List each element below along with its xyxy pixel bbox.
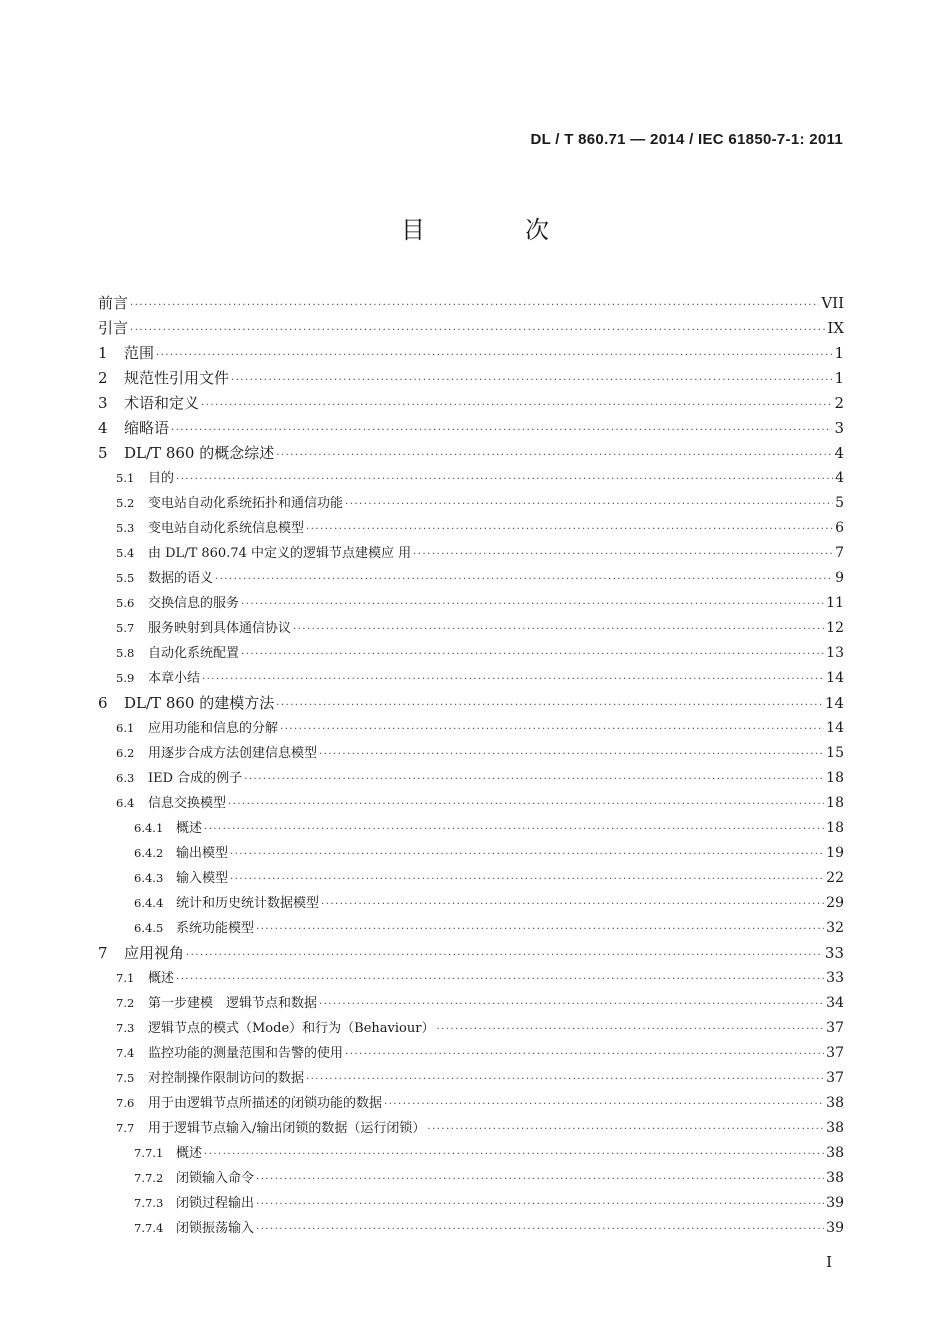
toc-entry-label: 闭锁输入命令 bbox=[176, 1171, 255, 1186]
toc-entry-label: 缩略语 bbox=[124, 419, 170, 437]
toc-entry-number: 6.4.2 bbox=[134, 846, 164, 860]
toc-entry-number: 6.4.3 bbox=[134, 871, 164, 885]
toc-dot-leader bbox=[244, 767, 824, 792]
toc-entry[interactable] bbox=[98, 816, 844, 841]
toc-entry-page: 22 bbox=[826, 870, 844, 886]
toc-entry-label: DL/T 860 的概念综述 bbox=[124, 444, 275, 462]
toc-entry-page: 18 bbox=[826, 795, 844, 811]
toc-entry[interactable] bbox=[98, 866, 844, 891]
toc-entry[interactable] bbox=[98, 541, 844, 566]
toc-entry[interactable] bbox=[98, 741, 844, 766]
toc-entry-number: 6 bbox=[98, 694, 108, 712]
toc-entry[interactable] bbox=[98, 966, 844, 991]
toc-entry-page: 14 bbox=[826, 670, 844, 686]
toc-entry[interactable] bbox=[98, 391, 844, 416]
toc-entry-label: 闭锁振荡输入 bbox=[176, 1221, 255, 1236]
toc-dot-leader bbox=[241, 592, 824, 617]
toc-entry-number: 3 bbox=[98, 394, 108, 412]
toc-entry-page: 9 bbox=[835, 570, 844, 586]
toc-entry[interactable] bbox=[98, 666, 844, 691]
toc-entry-number: 7.7.4 bbox=[134, 1221, 164, 1235]
toc-entry-page: 39 bbox=[826, 1220, 844, 1236]
toc-entry-label: IED 合成的例子 bbox=[148, 771, 243, 786]
toc-entry-number: 7.4 bbox=[116, 1046, 135, 1060]
toc-dot-leader bbox=[230, 842, 824, 867]
toc-dot-leader bbox=[204, 1142, 824, 1167]
toc-entry-number: 6.3 bbox=[116, 771, 135, 785]
document-code-header: DL / T 860.71 — 2014 / IEC 61850-7-1: 2011 bbox=[530, 131, 843, 148]
toc-entry[interactable] bbox=[98, 1016, 844, 1041]
toc-dot-leader bbox=[204, 817, 824, 842]
toc-entry-label: 逻辑节点的模式（Mode）和行为（Behaviour） bbox=[148, 1021, 435, 1036]
toc-entry-label: 概述 bbox=[176, 1146, 203, 1161]
toc-dot-leader bbox=[228, 792, 824, 817]
toc-entry-label: 监控功能的测量范围和告警的使用 bbox=[148, 1046, 344, 1061]
toc-dot-leader bbox=[306, 1067, 824, 1092]
toc-entry[interactable] bbox=[98, 691, 844, 716]
toc-entry[interactable] bbox=[98, 416, 844, 441]
toc-entry[interactable] bbox=[98, 1091, 844, 1116]
toc-dot-leader bbox=[319, 742, 824, 767]
toc-entry-label: 服务映射到具体通信协议 bbox=[148, 621, 292, 636]
toc-dot-leader bbox=[276, 443, 832, 468]
toc-entry-number: 4 bbox=[98, 419, 108, 437]
toc-entry-label: 术语和定义 bbox=[124, 394, 200, 412]
toc-entry-number: 7.7 bbox=[116, 1121, 135, 1135]
toc-entry-page: 4 bbox=[834, 444, 844, 462]
toc-dot-leader bbox=[256, 917, 824, 942]
toc-entry[interactable] bbox=[98, 1191, 844, 1216]
toc-entry[interactable] bbox=[98, 716, 844, 741]
toc-entry-number: 7.3 bbox=[116, 1021, 135, 1035]
toc-entry-label: 概述 bbox=[148, 971, 175, 986]
toc-dot-leader bbox=[276, 693, 823, 718]
toc-dot-leader bbox=[319, 992, 824, 1017]
toc-entry-number: 7.1 bbox=[116, 971, 135, 985]
toc-entry-page: VII bbox=[821, 294, 844, 312]
toc-entry-label: 对控制操作限制访问的数据 bbox=[148, 1071, 305, 1086]
toc-entry-label: 交换信息的服务 bbox=[148, 596, 240, 611]
toc-entry-page: 34 bbox=[826, 995, 844, 1011]
toc-entry[interactable] bbox=[98, 566, 844, 591]
toc-entry-label: 数据的语义 bbox=[148, 571, 214, 586]
toc-entry[interactable] bbox=[98, 491, 844, 516]
toc-entry-page: 37 bbox=[826, 1045, 844, 1061]
toc-entry-label: 用逐步合成方法创建信息模型 bbox=[148, 746, 318, 761]
toc-entry-page: 7 bbox=[835, 545, 844, 561]
toc-entry[interactable] bbox=[98, 916, 844, 941]
toc-entry[interactable] bbox=[98, 1041, 844, 1066]
toc-dot-leader bbox=[306, 517, 833, 542]
toc-entry-label: 本章小结 bbox=[148, 671, 201, 686]
toc-dot-leader bbox=[201, 393, 832, 418]
toc-entry-page: 11 bbox=[826, 595, 844, 611]
toc-entry-number: 5 bbox=[98, 444, 108, 462]
toc-entry-page: 38 bbox=[826, 1145, 844, 1161]
toc-entry-label: 引言 bbox=[98, 319, 129, 337]
toc-entry-label: 自动化系统配置 bbox=[148, 646, 240, 661]
toc-entry-number: 5.1 bbox=[116, 471, 135, 485]
toc-dot-leader bbox=[156, 343, 832, 368]
toc-entry[interactable] bbox=[98, 291, 844, 316]
toc-entry-page: 4 bbox=[835, 470, 844, 486]
toc-dot-leader bbox=[413, 542, 833, 567]
toc-entry-number: 5.3 bbox=[116, 521, 135, 535]
toc-entry[interactable] bbox=[98, 341, 844, 366]
toc-dot-leader bbox=[230, 867, 824, 892]
toc-entry-label: 前言 bbox=[98, 294, 129, 312]
toc-entry[interactable] bbox=[98, 1066, 844, 1091]
toc-entry-number: 5.5 bbox=[116, 571, 135, 585]
toc-entry-page: 6 bbox=[835, 520, 844, 536]
toc-entry-page: 1 bbox=[834, 369, 844, 387]
toc-entry-label: 变电站自动化系统拓扑和通信功能 bbox=[148, 496, 344, 511]
toc-dot-leader bbox=[130, 293, 819, 318]
toc-entry-number: 5.2 bbox=[116, 496, 135, 510]
toc-entry-page: 38 bbox=[826, 1095, 844, 1111]
toc-entry-page: 19 bbox=[826, 845, 844, 861]
toc-dot-leader bbox=[427, 1117, 824, 1142]
toc-entry-page: 37 bbox=[826, 1070, 844, 1086]
toc-entry[interactable] bbox=[98, 791, 844, 816]
toc-entry-page: 38 bbox=[826, 1120, 844, 1136]
toc-entry-label: 目的 bbox=[148, 471, 175, 486]
toc-entry[interactable] bbox=[98, 841, 844, 866]
toc-entry[interactable] bbox=[98, 641, 844, 666]
toc-entry-page: 15 bbox=[826, 745, 844, 761]
toc-entry-label: 规范性引用文件 bbox=[124, 369, 230, 387]
toc-entry[interactable] bbox=[98, 1216, 844, 1241]
toc-entry-number: 7.2 bbox=[116, 996, 135, 1010]
toc-entry-label: 范围 bbox=[124, 344, 155, 362]
toc-entry[interactable] bbox=[98, 891, 844, 916]
toc-entry[interactable] bbox=[98, 766, 844, 791]
toc-entry-number: 6.4.1 bbox=[134, 821, 164, 835]
toc-entry-page: 39 bbox=[826, 1195, 844, 1211]
toc-dot-leader bbox=[280, 717, 824, 742]
toc-entry-number: 6.4 bbox=[116, 796, 135, 810]
toc-entry-page: 32 bbox=[826, 920, 844, 936]
toc-entry[interactable] bbox=[98, 1116, 844, 1141]
toc-entry-label: 统计和历史统计数据模型 bbox=[176, 896, 320, 911]
toc-entry-number: 2 bbox=[98, 369, 108, 387]
toc-entry[interactable] bbox=[98, 591, 844, 616]
toc-entry[interactable] bbox=[98, 466, 844, 491]
toc-entry-label: 信息交换模型 bbox=[148, 796, 227, 811]
toc-entry-number: 7.7.1 bbox=[134, 1146, 164, 1160]
toc-entry[interactable] bbox=[98, 441, 844, 466]
toc-entry-page: 2 bbox=[834, 394, 844, 412]
toc-dot-leader bbox=[293, 617, 824, 642]
toc-entry[interactable] bbox=[98, 316, 844, 341]
toc-entry-number: 6.4.5 bbox=[134, 921, 164, 935]
toc-entry-number: 6.4.4 bbox=[134, 896, 164, 910]
toc-title: 目 次 bbox=[401, 216, 587, 244]
toc-entry-page: 3 bbox=[834, 419, 844, 437]
toc-dot-leader bbox=[256, 1192, 824, 1217]
toc-entry[interactable] bbox=[98, 1166, 844, 1191]
toc-entry-page: 1 bbox=[834, 344, 844, 362]
toc-entry-number: 5.8 bbox=[116, 646, 135, 660]
toc-dot-leader bbox=[436, 1017, 824, 1042]
toc-entry-label: 用于由逻辑节点所描述的闭锁功能的数据 bbox=[148, 1096, 383, 1111]
toc-entry-label: 系统功能模型 bbox=[176, 921, 255, 936]
toc-entry-label: 应用视角 bbox=[124, 944, 185, 962]
toc-entry-label: 变电站自动化系统信息模型 bbox=[148, 521, 305, 536]
toc-dot-leader bbox=[345, 1042, 824, 1067]
toc-dot-leader bbox=[202, 667, 824, 692]
toc-dot-leader bbox=[256, 1217, 824, 1242]
toc-entry-page: IX bbox=[827, 319, 844, 337]
toc-dot-leader bbox=[130, 318, 825, 343]
toc-entry-number: 5.4 bbox=[116, 546, 135, 560]
toc-entry-page: 29 bbox=[826, 895, 844, 911]
toc-entry-number: 7 bbox=[98, 944, 108, 962]
toc-entry-page: 12 bbox=[826, 620, 844, 636]
toc-dot-leader bbox=[321, 892, 824, 917]
toc-entry[interactable] bbox=[98, 1141, 844, 1166]
toc-dot-leader bbox=[176, 967, 824, 992]
toc-entry[interactable] bbox=[98, 991, 844, 1016]
toc-entry-label: 应用功能和信息的分解 bbox=[148, 721, 279, 736]
toc-entry[interactable] bbox=[98, 941, 844, 966]
toc-entry-label: DL/T 860 的建模方法 bbox=[124, 694, 275, 712]
toc-entry-label: 输入模型 bbox=[176, 871, 229, 886]
toc-entry-page: 33 bbox=[824, 944, 844, 962]
toc-entry-page: 18 bbox=[826, 770, 844, 786]
toc-entry-label: 输出模型 bbox=[176, 846, 229, 861]
toc-entry-label: 由 DL/T 860.74 中定义的逻辑节点建模应 用 bbox=[148, 546, 412, 561]
toc-entry-number: 5.6 bbox=[116, 596, 135, 610]
toc-entry-page: 14 bbox=[824, 694, 844, 712]
toc-entry-number: 7.6 bbox=[116, 1096, 135, 1110]
toc-entry-page: 5 bbox=[835, 495, 844, 511]
toc-dot-leader bbox=[171, 418, 832, 443]
toc-entry-number: 7.7.2 bbox=[134, 1171, 164, 1185]
toc-entry-label: 闭锁过程输出 bbox=[176, 1196, 255, 1211]
toc-dot-leader bbox=[215, 567, 833, 592]
toc-entry-label: 第一步建模 逻辑节点和数据 bbox=[148, 996, 318, 1011]
toc-dot-leader bbox=[186, 943, 823, 968]
toc-entry-number: 6.1 bbox=[116, 721, 135, 735]
toc-entry-page: 38 bbox=[826, 1170, 844, 1186]
toc-entry-number: 7.7.3 bbox=[134, 1196, 164, 1210]
toc-entry-page: 13 bbox=[826, 645, 844, 661]
toc-entry-number: 5.7 bbox=[116, 621, 135, 635]
toc-entry-label: 用于逻辑节点输入/输出闭锁的数据（运行闭锁） bbox=[148, 1121, 426, 1136]
toc-entry-page: 14 bbox=[826, 720, 844, 736]
toc-dot-leader bbox=[345, 492, 833, 517]
toc-dot-leader bbox=[241, 642, 824, 667]
toc-dot-leader bbox=[384, 1092, 824, 1117]
toc-entry[interactable] bbox=[98, 616, 844, 641]
toc-entry-number: 7.5 bbox=[116, 1071, 135, 1085]
toc-entry[interactable] bbox=[98, 366, 844, 391]
toc-entry-number: 5.9 bbox=[116, 671, 135, 685]
toc-dot-leader bbox=[176, 467, 833, 492]
toc-entry-number: 1 bbox=[98, 344, 108, 362]
toc-entry-page: 33 bbox=[826, 970, 844, 986]
toc-entry-page: 18 bbox=[826, 820, 844, 836]
toc-dot-leader bbox=[231, 368, 832, 393]
page-number-footer: I bbox=[826, 1253, 832, 1271]
toc-entry-label: 概述 bbox=[176, 821, 203, 836]
table-of-contents bbox=[98, 291, 844, 1241]
toc-entry[interactable] bbox=[98, 516, 844, 541]
toc-dot-leader bbox=[256, 1167, 824, 1192]
toc-entry-number: 6.2 bbox=[116, 746, 135, 760]
toc-entry-page: 37 bbox=[826, 1020, 844, 1036]
